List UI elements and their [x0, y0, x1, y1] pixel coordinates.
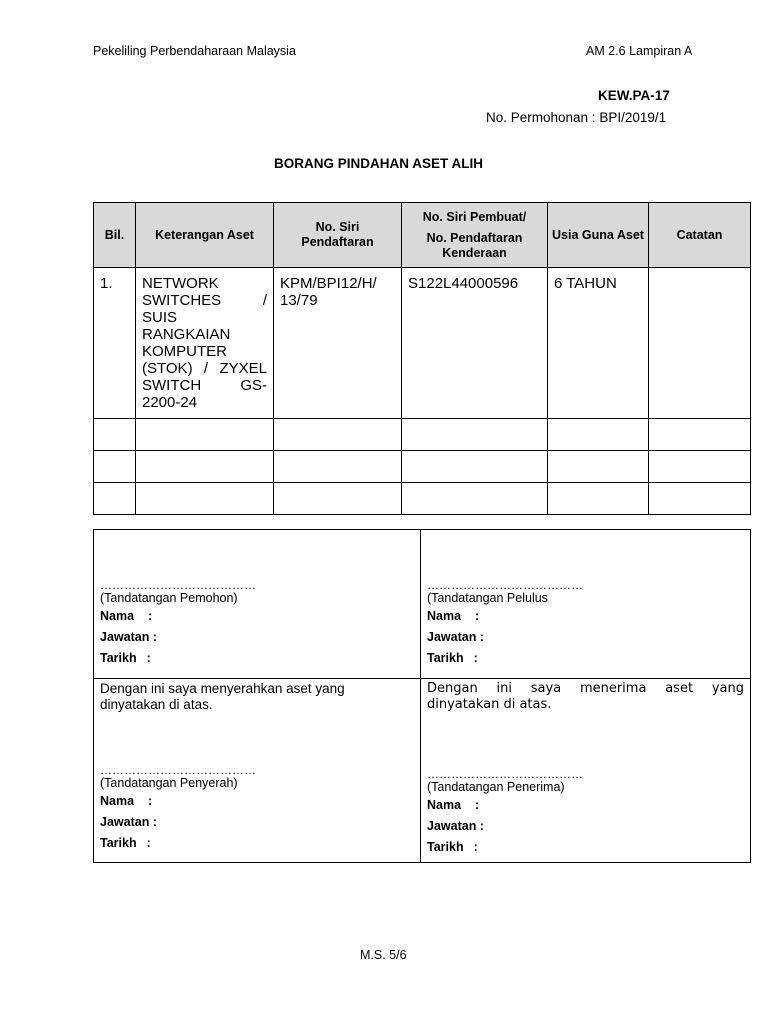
empty-cell [94, 419, 136, 451]
empty-cell [649, 419, 751, 451]
form-title: BORANG PINDAHAN ASET ALIH [274, 156, 483, 171]
penyerah-nama-label: Nama [100, 794, 135, 808]
form-code: KEW.PA-17 [598, 88, 670, 103]
table-header-row [94, 203, 751, 268]
col-header-keterangan: Keterangan Aset [136, 203, 274, 268]
pemohon-tarikh-label: Tarikh [100, 651, 137, 665]
penyerah-tarikh-colon: : [146, 836, 151, 850]
penyerah-caption: (Tandatangan Penyerah) [100, 776, 238, 790]
penerima-tarikh [427, 837, 744, 858]
cell-usia: 6 TAHUN [548, 268, 649, 419]
col-header-catatan: Catatan [649, 203, 751, 268]
cell-keterangan: NETWORK SWITCHES / SUIS RANGKAIAN KOMPUTER (STOK) / ZYXEL SWITCH GS-2200-24 [136, 268, 274, 419]
empty-cell [274, 483, 402, 515]
pemohon-tarikh [100, 648, 414, 669]
cell-bil: 1. [94, 268, 136, 419]
pelulus-tarikh [427, 648, 744, 669]
col-header-siri-pembuat [402, 203, 548, 268]
col-header-pendaftaran-kenderaan: No. Pendaftaran Kenderaan [426, 230, 523, 260]
signature-table [93, 529, 751, 863]
empty-row [94, 483, 751, 515]
cell-catatan [649, 268, 751, 419]
col-header-bil: Bil. [94, 203, 136, 268]
col-header-usia: Usia Guna Aset [548, 203, 649, 268]
empty-cell [649, 483, 751, 515]
penerima-signature-line: ………………………………… [427, 767, 583, 781]
empty-cell [548, 483, 649, 515]
table-row [94, 268, 751, 419]
pelulus-caption: (Tandatangan Pelulus [427, 591, 548, 605]
asset-table [93, 202, 751, 515]
empty-row [94, 451, 751, 483]
header-left-text: Pekeliling Perbendaharaan Malaysia [93, 44, 296, 58]
penerima-caption: (Tandatangan Penerima) [427, 780, 565, 794]
penyerah-jawatan: Jawatan : [100, 815, 157, 829]
empty-cell [136, 483, 274, 515]
empty-cell [274, 419, 402, 451]
pelulus-tarikh-label: Tarikh [427, 651, 464, 665]
header-right-text: AM 2.6 Lampiran A [586, 44, 693, 58]
penyerah-statement: Dengan ini saya menyerahkan aset yang dinyatakan di atas. [100, 681, 345, 712]
penerima-nama-label: Nama [427, 798, 462, 812]
penyerah-nama-colon: : [148, 794, 153, 808]
pemohon-caption: (Tandatangan Pemohon) [100, 591, 238, 605]
penyerah-signature-line: ………………………………… [100, 763, 256, 777]
empty-cell [649, 451, 751, 483]
empty-cell [94, 483, 136, 515]
cell-siri-pendaftaran: KPM/BPI12/H/ 13/79 [274, 268, 402, 419]
pelulus-tarikh-colon: : [473, 651, 478, 665]
pemohon-tarikh-colon: : [146, 651, 151, 665]
empty-cell [402, 483, 548, 515]
pemohon-nama [100, 606, 414, 627]
request-number: No. Permohonan : BPI/2019/1 [486, 110, 667, 125]
penyerah-tarikh [100, 833, 414, 854]
empty-row [94, 419, 751, 451]
penerima-tarikh-label: Tarikh [427, 840, 464, 854]
empty-cell [548, 451, 649, 483]
cell-siri-pembuat: S122L44000596 [402, 268, 548, 419]
pelulus-jawatan: Jawatan : [427, 630, 484, 644]
pelulus-nama-colon: : [475, 609, 480, 623]
empty-cell [402, 451, 548, 483]
empty-cell [274, 451, 402, 483]
empty-cell [94, 451, 136, 483]
pemohon-signature-line: ………………………………… [100, 578, 256, 592]
empty-cell [402, 419, 548, 451]
pelulus-nama [427, 606, 744, 627]
pemohon-jawatan: Jawatan : [100, 630, 157, 644]
col-header-siri-pembuat-line1: No. Siri Pembuat/ [422, 209, 527, 224]
pemohon-nama-label: Nama [100, 609, 135, 623]
empty-cell [548, 419, 649, 451]
pemohon-nama-colon: : [148, 609, 153, 623]
empty-cell [136, 419, 274, 451]
col-header-siri-pendaftaran: No. Siri Pendaftaran [274, 203, 402, 268]
penyerah-nama [100, 791, 414, 812]
pemohon-block [94, 530, 421, 679]
signature-row-approval [94, 530, 751, 679]
penerima-statement: Dengan ini saya menerima aset yang dinyatakan di atas. [427, 681, 744, 712]
signature-row-handover [94, 679, 751, 863]
penerima-block [421, 679, 751, 863]
empty-cell [136, 451, 274, 483]
penerima-tarikh-colon: : [473, 840, 478, 854]
penyerah-block [94, 679, 421, 863]
penerima-jawatan: Jawatan : [427, 819, 484, 833]
pelulus-nama-label: Nama [427, 609, 462, 623]
page-number: M.S. 5/6 [360, 948, 407, 962]
penyerah-tarikh-label: Tarikh [100, 836, 137, 850]
pelulus-block [421, 530, 751, 679]
penerima-nama [427, 795, 744, 816]
pelulus-signature-line: ………………………………… [427, 578, 583, 592]
penerima-nama-colon: : [475, 798, 480, 812]
